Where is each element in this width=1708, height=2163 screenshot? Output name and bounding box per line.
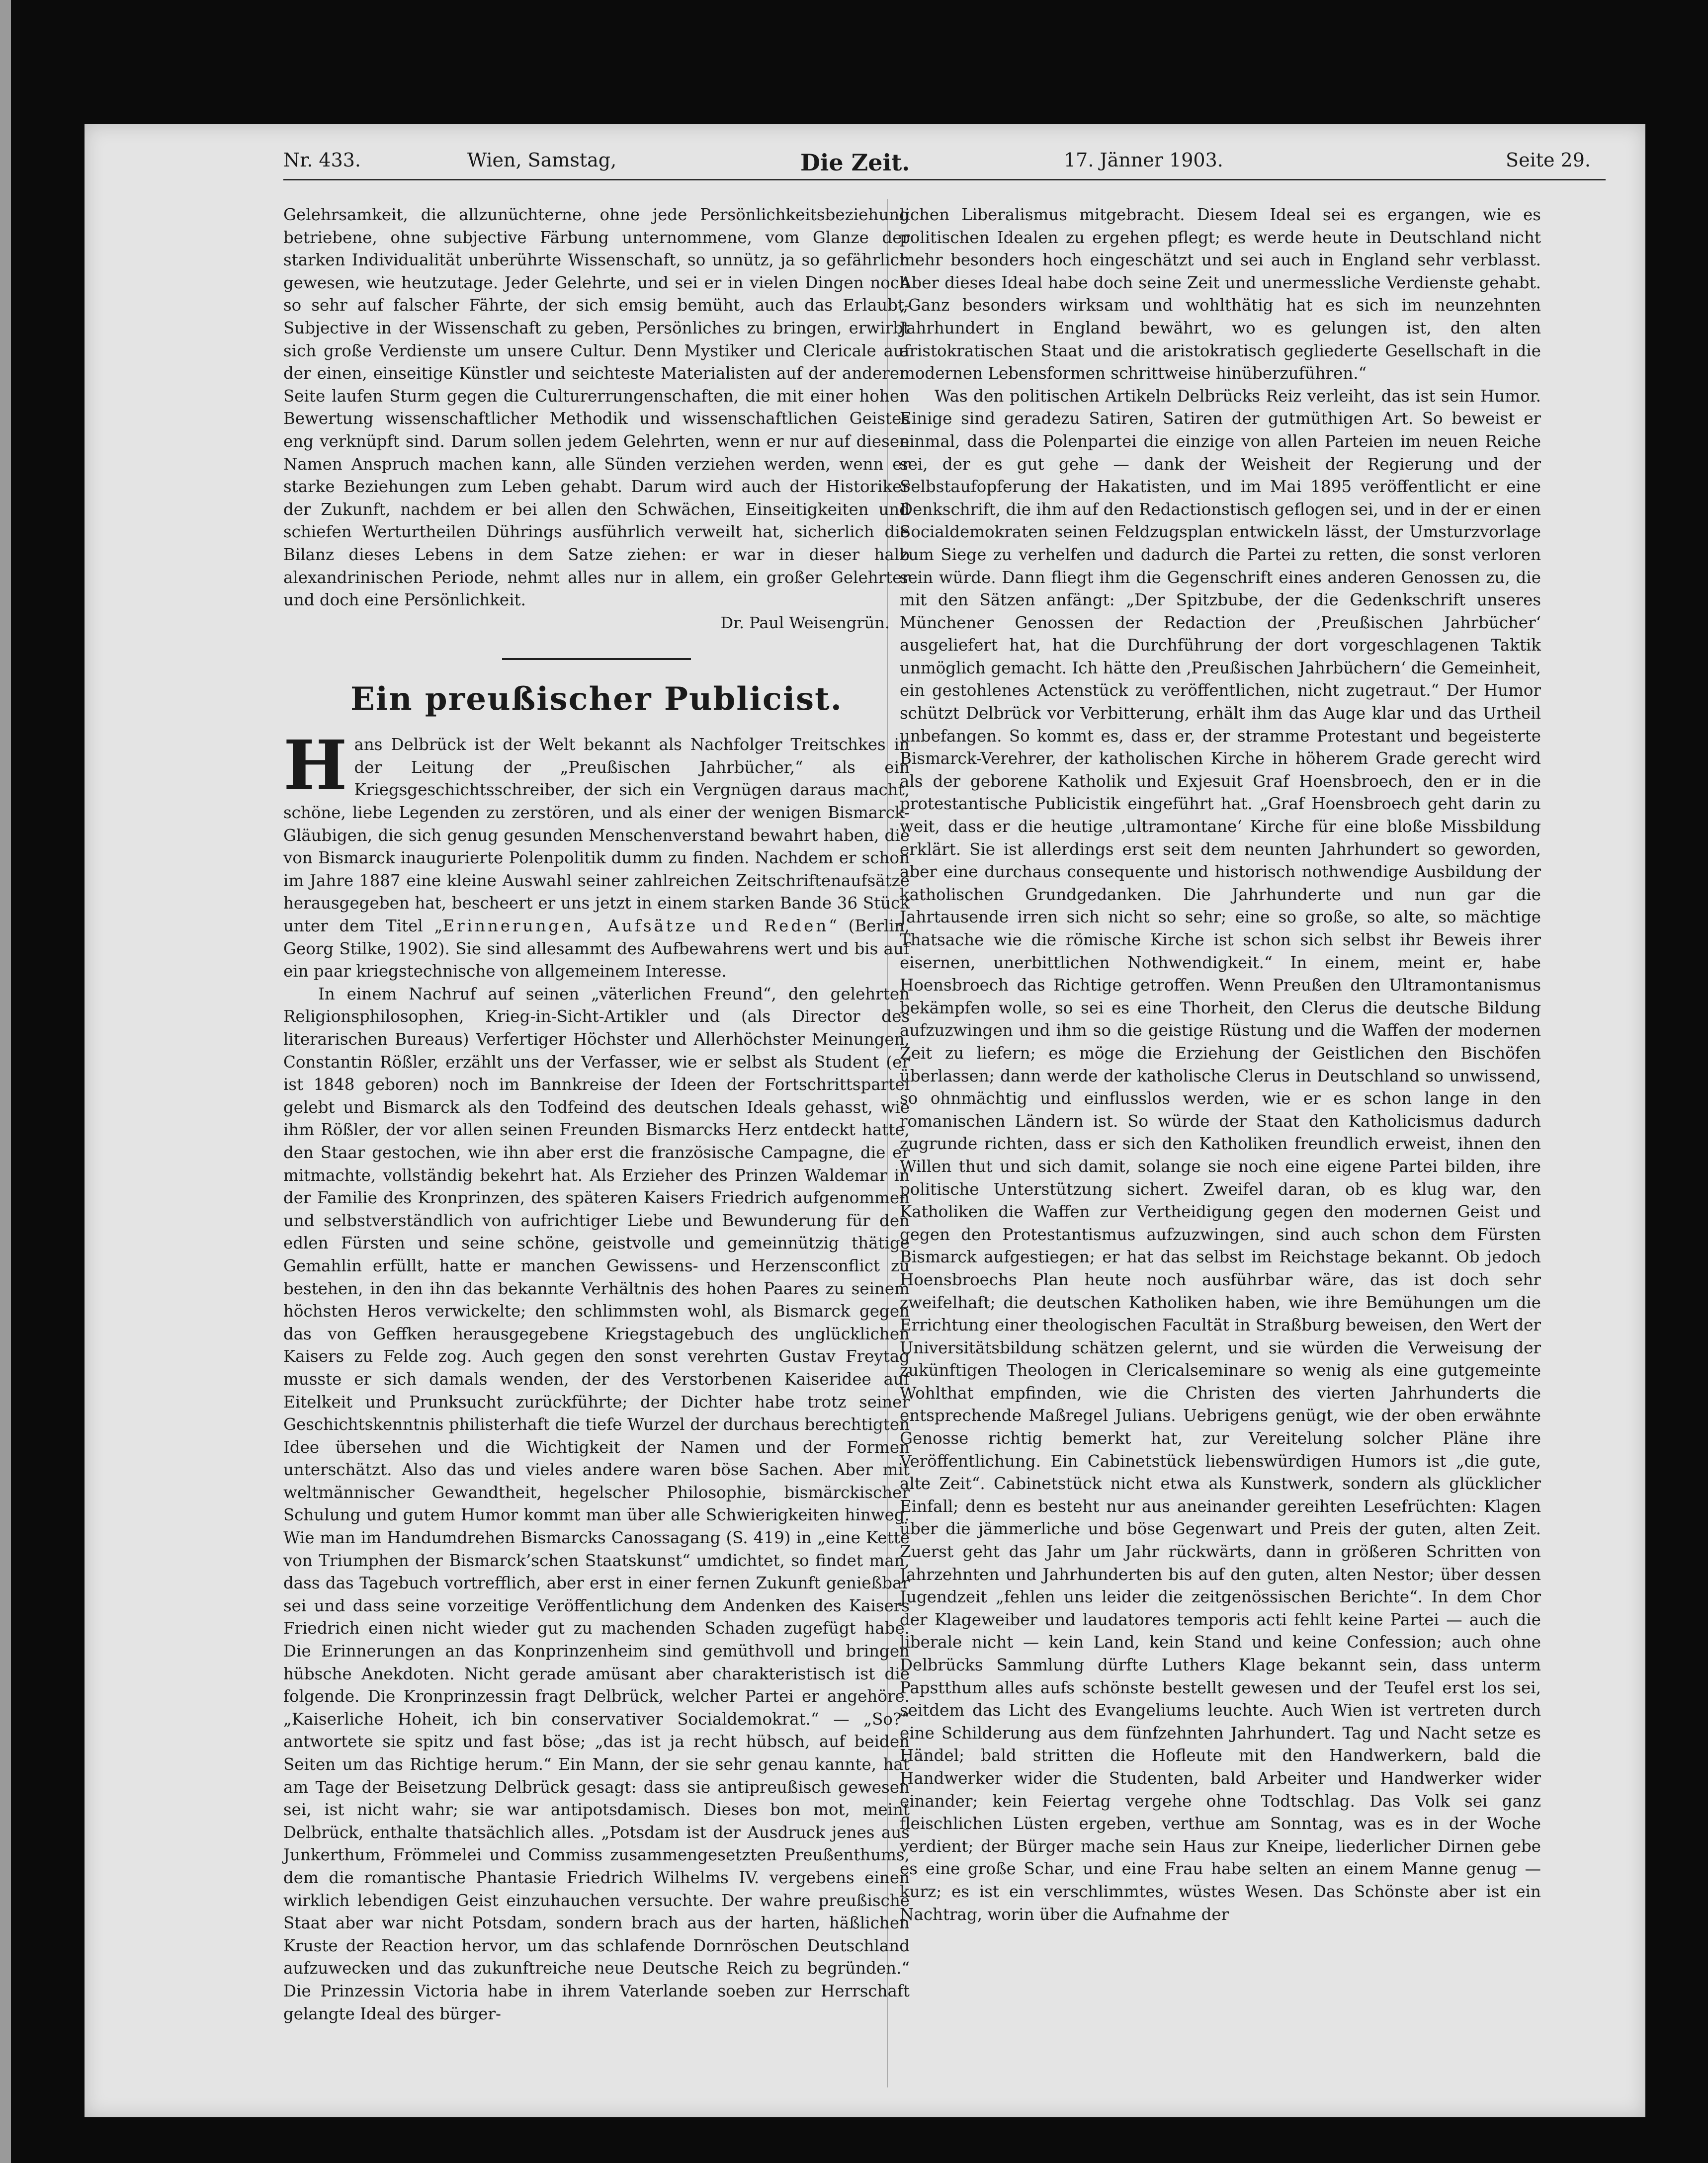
article-paragraph-4: Was den politischen Artikeln Delbrücks Reiz verleiht, das ist sein Humor. Einige sind geradezu Satiren, Satiren der gutmüthigen Art. So beweist er einmal, dass die Polenpartei die einzige von allen Parteien im neuen Reiche sei, der es gut gehe — dank der Weisheit der Regierung und der Selbstaufopferung der Hakatisten, und im Mai 1895 veröffentlicht er eine Denkschrift, die ihm auf den Redactionstisch geflogen sei, und in der er einen Socialdemokraten seinen Feldzugsplan entwickeln lässt, der Umsturzvorlage zum Siege zu verhelfen und dadurch die Partei zu retten, die sonst verloren sein würde. Dann fliegt ihm die Gegenschrift eines anderen Genossen zu, die mit den Sätzen anfängt: „Der Spitzbube, der die Gedenkschrift unseres Münchener Genossen der Redaction der ‚Preußischen Jahrbücher‘ ausgeliefert hat, hat die Durchführung der dort vorgeschlagenen Taktik unmöglich gemacht. Ich hätte den ‚Preußischen Jahrbüchern‘ die Gemeinheit, ein gestohlenes Actenstück zu veröffentlichen, nicht zugetraut.“ Der Humor schützt Delbrück vor Verbitterung, erhält ihm das Auge klar und das Urtheil unbefangen. So kommt es, dass er, der stramme Protestant und begeisterte Bismarck-Verehrer, der katholischen Kirche in höherem Grade gerecht wird als der geborene Katholik und Exjesuit Graf Hoensbroech, den er in die protestantische Publicistik eingeführt hat. „Graf Hoensbroech geht darin zu weit, dass er die heutige ‚ultramontane‘ Kirche für eine bloße Missbildung erklärt. Sie ist allerdings erst seit dem neunten Jahrhundert so geworden, aber eine durchaus consequente und historisch nothwendige Ausbildung der katholischen Grundgedanken. Die Jahrhunderte und nun gar die Jahrtausende irren sich nicht so sehr; eine so große, so alte, so mächtige Thatsache wie die römische Kirche ist schon sich selbst ihr Beweis ihrer eisernen, unerbittlichen Nothwendigkeit.“ In einem, meint er, habe Hoensbroech das Richtige getroffen. Wenn Preußen den Ultramontanismus bekämpfen wolle, so sei es eine Thorheit, den Clerus die deutsche Bildung aufzuzwingen und ihm so die geistige Rüstung und die Waffen der modernen Zeit zu liefern; es möge die Erziehung der Geistlichen den Bischöfen überlassen; dann werde der katholische Clerus in Deutschland so unwissend, so ohnmächtig und einflusslos werden, wie er es schon lange in den romanischen Ländern ist. So würde der Staat den Katholicismus dadurch zugrunde richten, dass er sich den Katholiken freundlich erweist, ihnen den Willen thut und sich damit, solange sie noch eine eigene Partei bilden, ihre politische Unterstützung sichert. Zweifel daran, ob es klug war, den Katholiken die Waffen zur Vertheidigung gegen den modernen Geist und gegen den Protestantismus aufzuzwingen, sind auch schon dem Fürsten Bismarck aufgestiegen; er hat das selbst im Reichstage bekannt. Ob jedoch Hoensbroechs Plan heute noch ausführbar wäre, das ist doch sehr zweifelhaft; die deutschen Katholiken haben, wie ihre Bemühungen um die Errichtung einer theologischen Facultät in Straßburg beweisen, den Wert der Universitätsbildung schätzen gelernt, und sie würden die Verweisung der zukünftigen Theologen in Clericalseminare so wenig als eine gutgemeinte Wohlthat empfinden, wie die Christen des vierten Jahrhunderts die entsprechende Maßregel Julians. Uebrigens genügt, wie der oben erwähnte Genosse richtig bemerkt hat, zur Vereitelung solcher Pläne ihre Veröffentlichung. Ein Cabinetstück liebenswürdigen Humors ist „die gute, alte Zeit“. Cabinetstück nicht etwa als Kunstwerk, sondern als glücklicher Einfall; denn es besteht nur aus aneinander gereihten Lesefrüchten: Klagen über die jämmerliche und böse Gegenwart und Preis der guten, alten Zeit. Zuerst geht das Jahr um Jahr rückwärts, dann in größeren Schritten von Jahrzehnten und Jahrhunderten bis auf den guten, alten Nestor; über dessen Jugendzeit „fehlen uns leider die zeitgenössischen Berichte“. In dem Chor der Klageweiber und laudatores temporis acti fehlt keine Partei — auch die liberale nicht — kein Land, kein Stand und keine Confession; auch ohne Delbrücks Sammlung dürfte Luthers Klage bekannt sein, dass unterm Papstthum alles aufs schönste bestellt gewesen und der Teufel erst los sei, seitdem das Licht des Evangeliums leuchte. Auch Wien ist vertreten durch eine Schilderung aus dem fünfzehnten Jahrhundert. Tag und Nacht setze es Händel; bald stritten die Hofleute mit den Handwerkern, bald die Handwerker wider die Studenten, bald Arbeiter und Handwerker wider einander; kein Feiertag vergehe ohne Todtschlag. Das Volk sei ganz fleischlichen Lüsten ergeben, verthue am Sonntag, was es in der Woche verdient; der Bürger mache sein Haus zur Kneipe, liederlicher Dirnen gebe es eine große Schar, und eine Frau habe selten an einem Manne genug — kurz; es ist ein verschlimmtes, wüstes Wesen. Das Schönste aber ist ein Nachtrag, worin über die Aufnahme der	[900, 386, 1541, 1924]
header-rule	[283, 179, 1606, 180]
drop-cap: H	[283, 726, 347, 806]
newspaper-name: Die Zeit.	[800, 149, 910, 176]
author-signature: Dr. Paul Weisengrün.	[720, 613, 890, 632]
page-header	[283, 149, 1606, 194]
right-column	[900, 204, 1541, 1926]
book-title: Erinnerungen, Aufsätze und Reden	[442, 916, 829, 936]
place-day: Wien, Samstag,	[467, 149, 617, 171]
adjacent-page-edge	[0, 0, 11, 2163]
previous-article-end: Gelehrsamkeit, die allzunüchterne, ohne jede Persönlichkeitsbeziehung betriebene, ohne subjective Färbung unternommene, vom Glanze der starken Individualität unberührte Wissenschaft, so unnütz, ja so gefährlich gewesen, wie heutzutage. Jeder Gelehrte, und sei er in vielen Dingen noch so sehr auf falscher Fährte, der sich emsig bemüht, auch das Erlaubt-Subjective in der Wissenschaft zu geben, Persönliches zu bringen, erwirbt sich große Verdienste um unsere Cultur. Denn Mystiker und Clericale auf der einen, einseitige Künstler und seichteste Materialisten auf der anderen Seite laufen Sturm gegen die Culturerrungenschaften, die mit einer hohen Bewertung wissenschaftlicher Methodik und wissenschaftlichen Geistes eng verknüpft sind. Darum sollen jedem Gelehrten, wenn er nur auf diesen Namen Anspruch machen kann, alle Sünden verziehen werden, wenn er starke Beziehungen zum Leben gehabt. Darum wird auch der Historiker der Zukunft, nachdem er bei allen den Schwächen, Einseitigkeiten und schiefen Werturtheilen Dührings ausführlich verweilt hat, sicherlich die Bilanz dieses Lebens in dem Satze ziehen: er war in dieser halb alexandrinischen Periode, nehmt alles nur in allem, ein großer Gelehrter und doch eine Persönlichkeit.	[283, 205, 910, 610]
issue-date: 17. Jänner 1903.	[1064, 149, 1223, 171]
article-paragraph-1: Hans Delbrück ist der Welt bekannt als Nachfolger Treitschkes in der Leitung der „Preußischen Jahrbücher,“ als ein Kriegsgeschichtsschreiber, der sich ein Vergnügen daraus macht, schöne, liebe Legenden zu zerstören, und als einer der wenigen Bismarck-Gläubigen, die sich genug gesunden Menschenverstand bewahrt haben, die von Bismarck inaugurierte Polenpolitik dumm zu finden. Nachdem er schon im Jahre 1887 eine kleine Auswahl seiner zahlreichen Zeitschriftenaufsätze herausgegeben hat, bescheert er uns jetzt in einem starken Bande 36 Stück unter dem Titel „Erinnerungen, Aufsätze und Reden“ (Berlin, Georg Stilke, 1902). Sie sind allesammt des Aufbewahrens wert und bis auf ein paar kriegstechnische von allgemeinem Interesse.	[283, 726, 910, 981]
article-paragraph-2: In einem Nachruf auf seinen „väterlichen Freund“, den gelehrten Religionsphilosophen, Krieg-in-Sicht-Artikler und (als Director des literarischen Bureaus) Verfertiger Höchster und Allerhöchster Meinungen, Constantin Rößler, erzählt uns der Verfasser, wie er selbst als Student (er ist 1848 geboren) noch im Bannkreise der Ideen der Fortschrittspartei gelebt und Bismarck als den Todfeind des deutschen Ideals gehasst, wie ihm Rößler, der vor allen seinen Freunden Bismarcks Herz entdeckt hatte, den Staar gestochen, wie ihn aber erst die französische Campagne, die er mitmachte, vollständig bekehrt hat. Als Erzieher des Prinzen Waldemar in der Familie des Kronprinzen, des späteren Kaisers Friedrich aufgenommen und selbstverständlich von aufrichtiger Liebe und Bewunderung für den edlen Fürsten und seine schöne, geistvolle und gemeinnützig thätige Gemahlin erfüllt, hatte er manchen Gewissens- und Herzensconflict zu bestehen, in den ihn das bekannte Verhältnis des hohen Paares zu seinem höchsten Heros verwickelte; den schlimmsten wohl, als Bismarck gegen das von Geffken herausgegebene Kriegstagebuch des unglücklichen Kaisers zu Felde zog. Auch gegen den sonst verehrten Gustav Freytag musste er sich damals wenden, der des Verstorbenen Kaiseridee auf Eitelkeit und Prunksucht zurückführte; der Dichter habe trotz seiner Geschichtskenntnis philisterhaft die tiefe Wurzel der durchaus berechtigten Idee übersehen und die Wichtigkeit der Namen und der Formen unterschätzt. Also das und vieles andere waren böse Sachen. Aber mit weltmännischer Gewandtheit, hegelscher Philosophie, bismärckischer Schulung und gutem Humor kommt man über alle Schwierigkeiten hinweg. Wie man im Handumdrehen Bismarcks Canossagang (S. 419) in „eine Kette von Triumphen der Bismarck’schen Staatskunst“ umdichtet, so findet man, dass das Tagebuch vortrefflich, aber erst in einer fernen Zukunft genießbar sei und dass seine vorzeitige Veröffentlichung dem Andenken des Kaisers Friedrich einen nicht wieder gut zu machenden Schaden zugefügt habe. Die Erinnerungen an das Konprinzenheim sind gemüthvoll und bringen hübsche Anekdoten. Nicht gerade amüsant aber charakteristisch ist die folgende. Die Kronprinzessin fragt Delbrück, welcher Partei er angehöre. „Kaiserliche Hoheit, ich bin conservativer Socialdemokrat.“ — „So?“ antwortete sie spitz und fast böse; „das ist ja recht hübsch, auf beiden Seiten um das Richtige herum.“ Ein Mann, der sie sehr genau kannte, hat am Tage der Beisetzung Delbrück gesagt: dass sie antipreußisch gewesen sei, ist nicht wahr; sie war antipotsdamisch. Dieses bon mot, meint Delbrück, enthalte thatsächlich alles. „Potsdam ist der Ausdruck jenes aus Junkerthum, Frömmelei und Commiss zusammengesetzten Preußenthums, dem die romantische Phantasie Friedrich Wilhelms IV. vergebens einen wirklich lebendigen Geist einzuhauchen versuchte. Der wahre preußische Staat aber war nicht Potsdam, sondern brach aus der harten, häßlichen Kruste der Reaction hervor, um das schlafende Dornröschen Deutschland aufzuwecken und das zukunftreiche neue Deutsche Reich zu begründen.“ Die Prinzessin Victoria habe in ihrem Vaterlande soeben zur Herrschaft gelangte Ideal des bürger-	[283, 984, 910, 2023]
article-divider	[502, 658, 691, 660]
article-paragraph-3: lichen Liberalismus mitgebracht. Diesem Ideal sei es ergangen, wie es politischen Idealen zu ergehen pflegt; es werde heute in Deutschland nicht mehr besonders hoch eingeschätzt und sei auch in England sehr verblasst. Aber dieses Ideal habe doch seine Zeit und unermessliche Verdienste gehabt. „Ganz besonders wirksam und wohlthätig hat es sich im neunzehnten Jahrhundert in England bewährt, wo es gelungen ist, den alten aristokratischen Staat und die aristokratisch gegliederte Gesellschaft in die modernen Lebensformen schrittweise hinüberzuführen.“	[900, 205, 1541, 383]
issue-number: Nr. 433.	[283, 149, 361, 171]
newspaper-page	[85, 124, 1645, 2117]
page-number: Seite 29.	[1506, 149, 1591, 171]
left-column	[283, 204, 910, 2025]
article-title: Ein preußischer Publicist.	[350, 680, 843, 718]
